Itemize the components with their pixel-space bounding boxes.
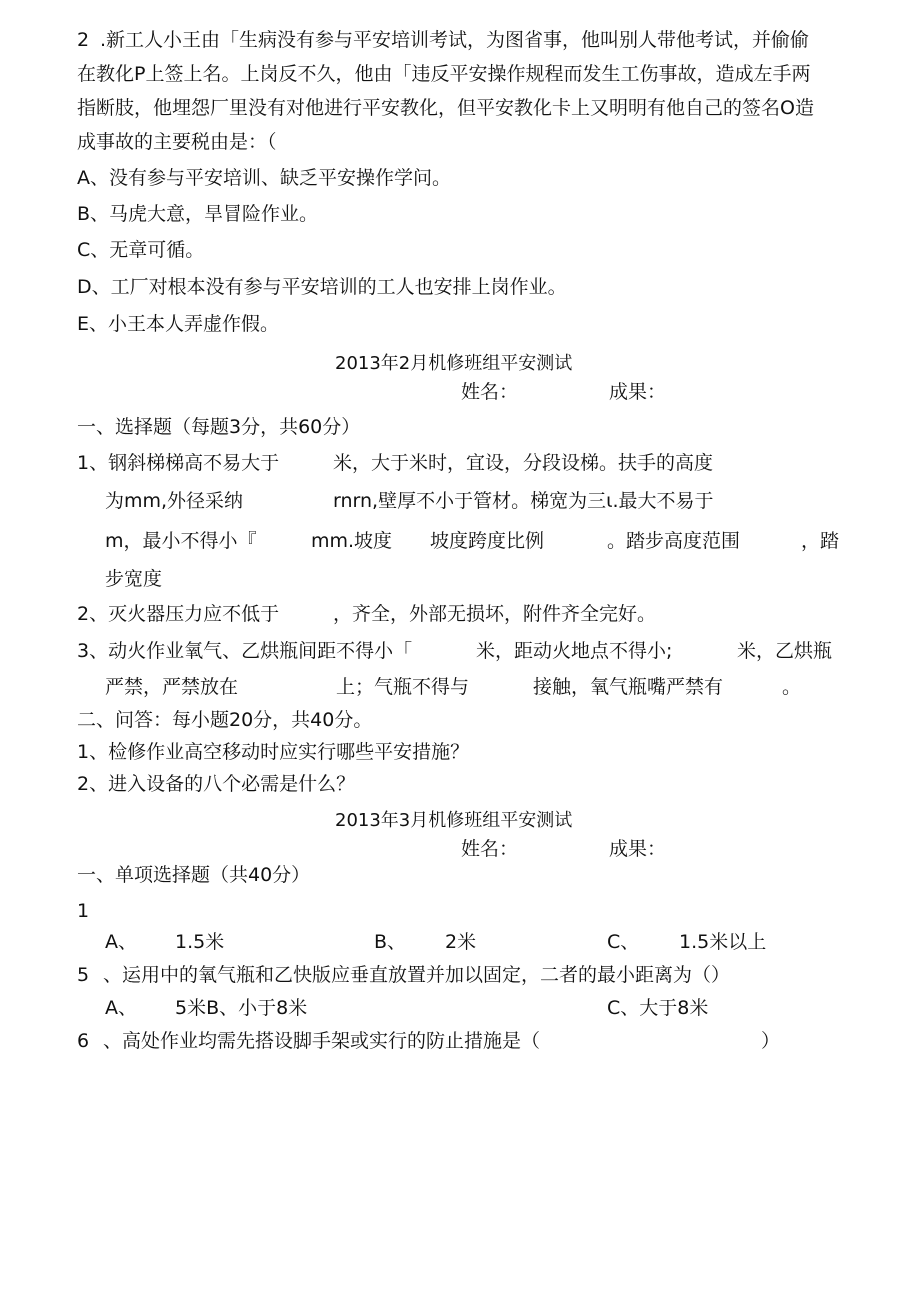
feb-q2-b: ，齐全，外部无损坏，附件齐全完好。 [333, 603, 657, 625]
feb-qa-2: 2、进入设备的八个必需是什么？ [77, 773, 356, 795]
q2-option-d: D、工厂对根本没有参与平安培训的工人也安排上岗作业。 [77, 276, 567, 298]
mar-q1-option-a-label: A、 [105, 931, 137, 953]
mar-test-title: 2013年3月机修班组平安测试 [335, 810, 573, 831]
feb-q3-f: 接触，氧气瓶嘴严禁有 [533, 676, 724, 698]
feb-section-1: 一、选择题（每题3分，共60分） [77, 416, 361, 438]
feb-q1-l3b: mm.坡度 [311, 530, 393, 552]
feb-name-label: 姓名： [461, 381, 519, 403]
feb-qa-1: 1、检修作业高空移动时应实行哪些平安措施？ [77, 741, 470, 763]
q2-line3: 指断肢，他埋怨厂里没有对他进行平安教化，但平安教化卡上又明明有他自己的签名O造 [77, 97, 814, 119]
q2-option-b: B、马虎大意，旱冒险作业。 [77, 203, 319, 225]
q2-number: 2 [77, 29, 90, 51]
mar-q1-option-c-label: C、 [607, 931, 640, 953]
mar-q1-option-a-value: 1.5米 [175, 931, 225, 953]
mar-q6-text: 、高处作业均需先搭设脚手架或实行的防止措施是（ [103, 1030, 541, 1052]
feb-q1-l3e: ，踏 [801, 530, 840, 552]
feb-q1-l3d: 。踏步高度范围 [607, 530, 741, 552]
feb-q3-g: 。 [782, 676, 802, 698]
feb-section-2: 二、问答：每小题20分，共40分。 [77, 709, 373, 731]
q2-option-e: E、小王本人弄虚作假。 [77, 313, 280, 335]
feb-q3-d: 严禁，严禁放在 [105, 676, 239, 698]
mar-q5-number: 5 [77, 964, 90, 986]
feb-q1-l2a: 为mm,外径采纳 [105, 490, 244, 512]
mar-q5-text: 、运用中的氧气瓶和乙快版应垂直放置并加以固定，二者的最小距离为（） [103, 964, 731, 986]
feb-q1-l3a: m，最小不得小『 [105, 530, 257, 552]
mar-q5-option-a-label: A、 [105, 997, 137, 1019]
mar-q5-option-c: C、大于8米 [607, 997, 709, 1019]
mar-q1-option-c-value: 1.5米以上 [679, 931, 767, 953]
mar-q6-number: 6 [77, 1030, 90, 1052]
mar-q1-option-b-value: 2米 [445, 931, 477, 953]
feb-test-title: 2013年2月机修班组平安测试 [335, 353, 573, 374]
mar-score-label: 成果： [609, 838, 667, 860]
feb-q3-c: 米，乙烘瓶 [737, 640, 833, 662]
mar-name-label: 姓名： [461, 838, 519, 860]
feb-q3-a: 3、动火作业氧气、乙烘瓶间距不得小「 [77, 640, 413, 662]
feb-q1-l2b: rnrn,壁厚不小于管材。梯宽为三ι.最大不易于 [333, 490, 714, 512]
q2-line4: 成事故的主要税由是：（ [77, 131, 277, 153]
mar-section-1: 一、单项选择题（共40分） [77, 864, 311, 886]
feb-q2-a: 2、灭火器压力应不低于 [77, 603, 280, 625]
feb-q1-l3c: 坡度跨度比例 [430, 530, 545, 552]
mar-q5-option-ab: 5米B、小于8米 [175, 997, 308, 1019]
feb-q1-l4: 步宽度 [105, 568, 163, 590]
mar-q6-close: ） [761, 1030, 781, 1052]
feb-q1-l1a: 1、钢斜梯梯高不易大于 [77, 452, 280, 474]
feb-q3-e: 上；气瓶不得与 [336, 676, 470, 698]
q2-option-a: A、没有参与平安培训、缺乏平安操作学问。 [77, 167, 451, 189]
feb-q1-l1b: 米，大于米时，宜设，分段设梯。扶手的高度 [333, 452, 714, 474]
mar-q1-number: 1 [77, 900, 90, 922]
feb-q3-b: 米，距动火地点不得小; [476, 640, 673, 662]
q2-line1: .新工人小王由「生病没有参与平安培训考试，为图省事，他叫别人带他考试，并偷偷 [100, 29, 810, 51]
mar-q1-option-b-label: B、 [374, 931, 407, 953]
feb-score-label: 成果： [609, 381, 667, 403]
q2-option-c: C、无章可循。 [77, 239, 205, 261]
q2-line2: 在教化P上签上名。上岗反不久，他由「违反平安操作规程而发生工伤事故，造成左手两 [77, 63, 811, 85]
